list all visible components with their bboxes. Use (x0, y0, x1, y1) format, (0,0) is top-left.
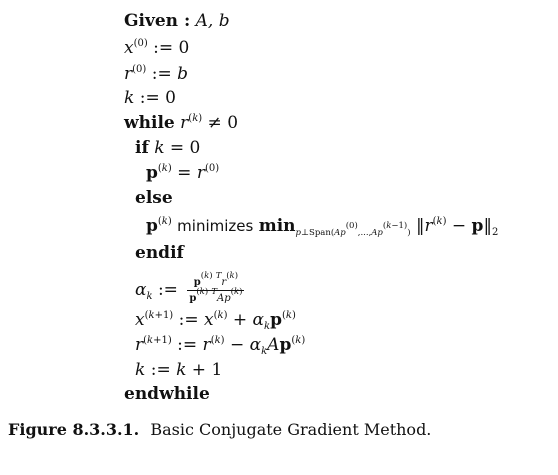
if-line: if k = 0 (135, 138, 201, 158)
given-line (124, 11, 230, 31)
minimizes-text: minimizes (177, 217, 254, 235)
else-keyword: else (135, 188, 173, 208)
endif-line (135, 243, 184, 263)
p-assign-line: $p^{(k)} = r^{(0)}$ (146, 163, 220, 183)
alpha-fraction: $\frac{p^{(k)} ^Tr^{(k)}}{p^{(k)} ^TAp^{(k)}}$ (189, 271, 243, 304)
else-line (135, 188, 173, 208)
min-operator: min (258, 216, 296, 236)
init-k-line: k := 0 (124, 88, 176, 108)
while-keyword: while (124, 113, 175, 133)
given-variables: A, b (195, 11, 230, 31)
k-increment-line: k := k + 1 (135, 360, 223, 380)
minimize-line: $p^{(k)}$ minimizes $\min_{p\perp Span(Ap^{(0)},...,Ap^{(k-1)})}$ $‖r^{(k)}$ − $p‖_2$ (146, 216, 499, 238)
r-update-line: $r^{(k+1)}$ := $r^{(k)} - \alpha_kAp^{(k)}$ (135, 335, 306, 357)
alpha-line: $\alpha_k$ := $\frac{p^{(k)} ^Tr^{(k)}}{p^{(k)} ^TAp^{(k)}}$ (135, 271, 243, 304)
x-update-line: $x^{(k+1)}$ := $x^{(k)} + \alpha_kp^{(k)}$ (135, 310, 296, 332)
endwhile-keyword: endwhile (124, 384, 210, 404)
while-line: while $r^{(k)} \ne 0$ (124, 113, 239, 133)
endif-keyword: endif (135, 243, 184, 263)
endwhile-line (124, 384, 210, 404)
figure-caption (8, 420, 431, 439)
given-keyword: Given : (124, 11, 191, 31)
figure-caption-text: Basic Conjugate Gradient Method. (150, 420, 432, 439)
figure-label: Figure 8.3.3.1. (8, 420, 140, 439)
init-x-line: $x^{(0)}$ := 0 (124, 38, 190, 58)
span-text: Span (309, 228, 331, 238)
init-r-line: $r^{(0)}$ := b (124, 64, 188, 84)
if-keyword: if (135, 138, 149, 158)
